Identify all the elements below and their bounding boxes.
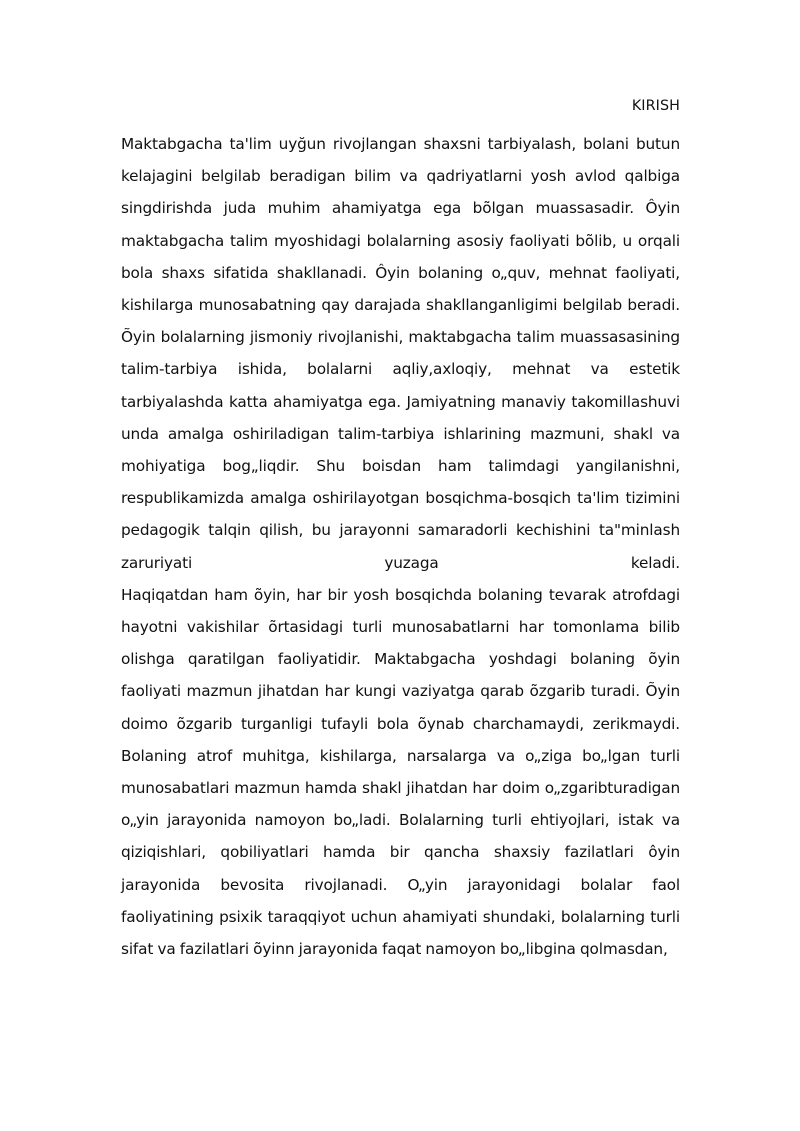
document-page bbox=[121, 94, 680, 965]
paragraph-play-activity: Haqiqatdan ham õyin, har bir yosh bosqichda bolaning tevarak atrofdagi hayotni vakishilar õrtasidagi turli munosabatlarni har tomonlama bilib olishga qaratilgan faoliyatidir. Maktabgacha yoshdagi bolaning õyin faoliyati mazmun jihatdan har kungi vaziyatga qarab õzgarib turadi. Õyin doimo õzgarib turganligi tufayli bola õynab charchamaydi, zerikmaydi. Bolaning atrof muhitga, kishilarga, narsalarga va o„ziga bo„lgan turli munosabatlari mazmun hamda shakl jihatdan har doim o„zgaribturadigan o„yin jarayonida namoyon bo„ladi. Bolalarning turli ehtiyojlari, istak va qiziqishlari, qobiliyatlari hamda bir qancha shaxsiy fazilatlari ôyin jarayonida bevosita rivojlanadi. O„yin jarayonidagi bolalar faol faoliyatining psixik taraqqiyot uchun ahamiyati shundaki, bolalarning turli sifat va fazilatlari õyinn jarayonida faqat namoyon bo„libgina qolmasdan, bbox=[121, 585, 680, 959]
paragraph-introduction: Maktabgacha ta'lim uyğun rivojlangan shaxsni tarbiyalash, bolani butun kelajagini belgilab beradigan bilim va qadriyatlarni yosh avlod qalbiga singdirishda juda muhim ahamiyatga ega bõlgan muassasadir. Ôyin maktabgacha talim myoshidagi bolalarning asosiy faoliyati bõlib, u orqali bola shaxs sifatida shakllanadi. Ôyin bolaning o„quv, mehnat faoliyati, kishilarga munosabatning qay darajada shakllanganligimi belgilab beradi. Õyin bolalarning jismoniy rivojlanishi, maktabgacha talim muassasasining talim-tarbiya ishida, bolalarni aqliy,axloqiy, mehnat va estetik tarbiyalashda katta ahamiyatga ega. Jamiyatning manaviy takomillashuvi unda amalga oshiriladigan talim-tarbiya ishlarining mazmuni, shakl va mohiyatiga bog„liqdir. Shu boisdan ham talimdagi yangilanishni, respublikamizda amalga oshirilayotgan bosqichma-bosqich ta'lim tizimini pedagogik talqin qilish, bu jarayonni samaradorli kechishini ta"minlash zaruriyati yuzaga keladi. bbox=[121, 135, 680, 572]
section-heading: KIRISH bbox=[631, 98, 680, 114]
